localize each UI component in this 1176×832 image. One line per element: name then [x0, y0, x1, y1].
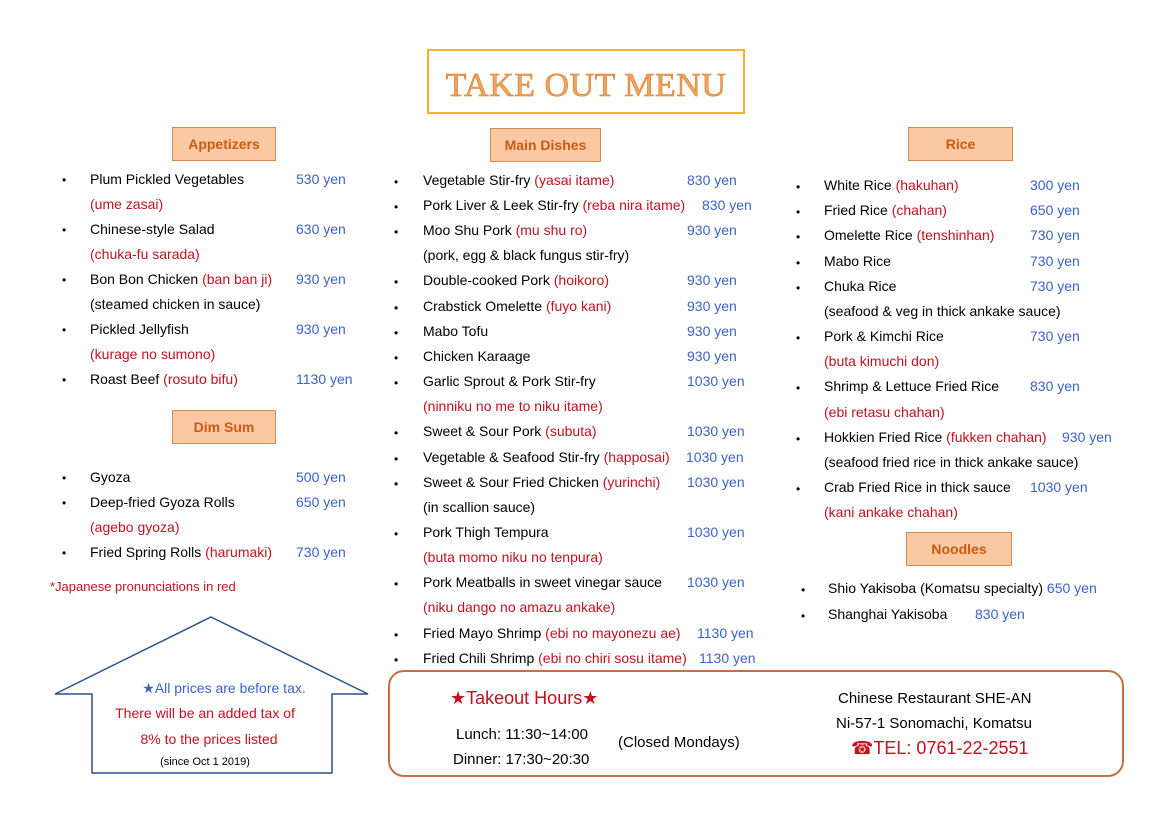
bullet: •: [394, 426, 399, 440]
menu-item-price: 830 yen: [702, 197, 752, 213]
menu-item-subtitle: (chuka-fu sarada): [90, 246, 200, 262]
menu-item-price: 300 yen: [1030, 177, 1080, 193]
menu-item-price: 930 yen: [687, 348, 737, 364]
dinner-hours: Dinner: 17:30~20:30: [453, 751, 590, 768]
menu-title: TAKE OUT MENU: [445, 67, 727, 104]
bullet: •: [796, 205, 801, 219]
menu-item-price: 730 yen: [1030, 253, 1080, 269]
menu-item-price: 930 yen: [687, 222, 737, 238]
menu-item-name: Crabstick Omelette (fuyo kani): [423, 298, 612, 314]
menu-item-price: 1030 yen: [686, 449, 744, 465]
menu-item-name: Pork Thigh Tempura: [423, 524, 549, 540]
tax-note-line-1: ★All prices are before tax.: [142, 680, 306, 696]
bullet: •: [394, 200, 399, 214]
menu-item-subtitle: (kurage no sumono): [90, 346, 216, 362]
menu-item-name: Hokkien Fried Rice (fukken chahan): [824, 429, 1047, 445]
menu-item-price: 500 yen: [296, 469, 346, 485]
menu-item-name: Sweet & Sour Fried Chicken (yurinchi): [423, 474, 661, 490]
menu-item-subtitle: (in scallion sauce): [423, 499, 536, 515]
menu-item-name: Garlic Sprout & Pork Stir-fry: [423, 373, 596, 389]
bullet: •: [394, 326, 399, 340]
menu-title-frame: [427, 49, 745, 114]
bullet: •: [394, 351, 399, 365]
menu-item-name: Fried Chili Shrimp (ebi no chiri sosu itame): [423, 650, 687, 666]
menu-item-name: Mabo Rice: [824, 253, 891, 269]
menu-item-subtitle: (seafood fried rice in thick ankake sauce): [824, 454, 1079, 470]
menu-item-price: 830 yen: [975, 606, 1025, 622]
bullet: •: [62, 496, 67, 510]
menu-item-name: Pork & Kimchi Rice: [824, 328, 944, 344]
bullet: •: [394, 301, 399, 315]
menu-item-price: 650 yen: [296, 494, 346, 510]
menu-item-price: 630 yen: [296, 221, 346, 237]
tax-note-line-2: There will be an added tax of: [115, 705, 295, 721]
takeout-hours-heading: ★Takeout Hours★: [450, 688, 599, 708]
bullet: •: [394, 452, 399, 466]
menu-item-subtitle: (buta kimuchi don): [824, 353, 940, 369]
menu-item-price: 650 yen: [1030, 202, 1080, 218]
bullet: •: [394, 577, 399, 591]
menu-item-name: White Rice (hakuhan): [824, 177, 959, 193]
menu-item-name: Shio Yakisoba (Komatsu specialty) 650 yen: [828, 580, 1097, 596]
bullet: •: [796, 482, 801, 496]
menu-item-price: 1030 yen: [687, 474, 745, 490]
bullet: •: [796, 381, 801, 395]
menu-item-price: 930 yen: [1062, 429, 1112, 445]
menu-item-name: Fried Mayo Shrimp (ebi no mayonezu ae): [423, 625, 681, 641]
menu-item-price: 730 yen: [1030, 227, 1080, 243]
bullet: •: [801, 609, 806, 623]
bullet: •: [62, 373, 67, 387]
section-heading-noodles: Noodles: [906, 532, 1012, 566]
menu-item-price: 1030 yen: [687, 524, 745, 540]
menu-item-price: 1130 yen: [697, 625, 754, 641]
bullet: •: [394, 477, 399, 491]
lunch-hours: Lunch: 11:30~14:00: [456, 726, 588, 743]
menu-item-name: Mabo Tofu: [423, 323, 489, 339]
menu-item-price: 730 yen: [1030, 278, 1080, 294]
menu-item-name: Gyoza: [90, 469, 131, 485]
bullet: •: [62, 173, 67, 187]
menu-item-subtitle: (ebi retasu chahan): [824, 404, 945, 420]
bullet: •: [796, 331, 801, 345]
menu-item-subtitle: (pork, egg & black fungus stir-fry): [423, 247, 630, 263]
menu-item-subtitle: (agebo gyoza): [90, 519, 180, 535]
menu-item-price: 1130 yen: [699, 650, 756, 666]
menu-item-price: 930 yen: [687, 323, 737, 339]
menu-item-price: 930 yen: [687, 298, 737, 314]
menu-item-price: 830 yen: [687, 172, 737, 188]
restaurant-address: Ni-57-1 Sonomachi, Komatsu: [836, 715, 1032, 732]
restaurant-phone[interactable]: ☎TEL: 0761-22-2551: [851, 738, 1029, 758]
bullet: •: [796, 180, 801, 194]
restaurant-name: Chinese Restaurant SHE-AN: [838, 690, 1032, 707]
menu-item-subtitle: (seafood & veg in thick ankake sauce): [824, 303, 1061, 319]
menu-item-price: 1130 yen: [296, 371, 353, 387]
section-heading-rice: Rice: [908, 127, 1013, 161]
bullet: •: [62, 223, 67, 237]
bullet: •: [394, 376, 399, 390]
bullet: •: [394, 175, 399, 189]
menu-item-subtitle: (niku dango no amazu ankake): [423, 599, 616, 615]
pronunciation-note: *Japanese pronunciations in red: [50, 579, 236, 594]
bullet: •: [62, 273, 67, 287]
bullet: •: [62, 471, 67, 485]
bullet: •: [394, 275, 399, 289]
menu-item-name: Double-cooked Pork (hoikoro): [423, 272, 609, 288]
menu-item-name: Fried Rice (chahan): [824, 202, 947, 218]
tax-note-line-4: (since Oct 1 2019): [160, 756, 250, 768]
bullet: •: [394, 628, 399, 642]
menu-item-subtitle: (buta momo niku no tenpura): [423, 549, 603, 565]
menu-item-name: Roast Beef (rosuto bifu): [90, 371, 238, 387]
bullet: •: [62, 323, 67, 337]
bullet: •: [796, 281, 801, 295]
bullet: •: [796, 256, 801, 270]
bullet: •: [62, 546, 67, 560]
menu-item-price: 930 yen: [296, 271, 346, 287]
menu-item-name: Fried Spring Rolls (harumaki): [90, 544, 273, 560]
menu-item-name: Omelette Rice (tenshinhan): [824, 227, 995, 243]
menu-item-name: Deep-fried Gyoza Rolls: [90, 494, 235, 510]
menu-item-name: Moo Shu Pork (mu shu ro): [423, 222, 588, 238]
menu-item-name: Bon Bon Chicken (ban ban ji): [90, 271, 273, 287]
menu-item-name: Plum Pickled Vegetables: [90, 171, 245, 187]
menu-item-price: 930 yen: [687, 272, 737, 288]
bullet: •: [394, 225, 399, 239]
menu-item-price: 730 yen: [296, 544, 346, 560]
menu-item-price: 1030 yen: [687, 373, 745, 389]
bullet: •: [394, 527, 399, 541]
menu-item-subtitle: (ninniku no me to niku itame): [423, 398, 603, 414]
menu-item-name: Sweet & Sour Pork (subuta): [423, 423, 597, 439]
bullet: •: [796, 432, 801, 446]
menu-item-name: Chinese-style Salad: [90, 221, 215, 237]
menu-item-subtitle: (ume zasai): [90, 196, 164, 212]
menu-item-name: Vegetable & Seafood Stir-fry (happosai): [423, 449, 670, 465]
section-heading-dim-sum: Dim Sum: [172, 410, 276, 444]
menu-item-name: Vegetable Stir-fry (yasai itame): [423, 172, 615, 188]
section-heading-appetizers: Appetizers: [172, 127, 276, 161]
menu-item-price: 1030 yen: [1030, 479, 1088, 495]
menu-item-subtitle: (steamed chicken in sauce): [90, 296, 261, 312]
menu-item-price: 930 yen: [296, 321, 346, 337]
bullet: •: [394, 653, 399, 667]
tax-note-line-3: 8% to the prices listed: [140, 731, 278, 747]
menu-item-name: Pickled Jellyfish: [90, 321, 189, 337]
closed-days: (Closed Mondays): [618, 734, 740, 751]
menu-item-price: 730 yen: [1030, 328, 1080, 344]
menu-item-subtitle: (kani ankake chahan): [824, 504, 958, 520]
menu-item-name: Crab Fried Rice in thick sauce: [824, 479, 1011, 495]
menu-item-price: 1030 yen: [687, 423, 745, 439]
menu-item-name: Pork Liver & Leek Stir-fry (reba nira itame): [423, 197, 686, 213]
menu-item-name: Pork Meatballs in sweet vinegar sauce: [423, 574, 662, 590]
menu-item-price: 530 yen: [296, 171, 346, 187]
menu-item-name: Shanghai Yakisoba: [828, 606, 948, 622]
menu-item-name: Chuka Rice: [824, 278, 897, 294]
bullet: •: [801, 583, 806, 597]
menu-item-name: Chicken Karaage: [423, 348, 531, 364]
bullet: •: [796, 230, 801, 244]
menu-item-price: 830 yen: [1030, 378, 1080, 394]
menu-item-name: Shrimp & Lettuce Fried Rice: [824, 378, 1000, 394]
menu-item-price: 1030 yen: [687, 574, 745, 590]
section-heading-main-dishes: Main Dishes: [490, 128, 601, 162]
